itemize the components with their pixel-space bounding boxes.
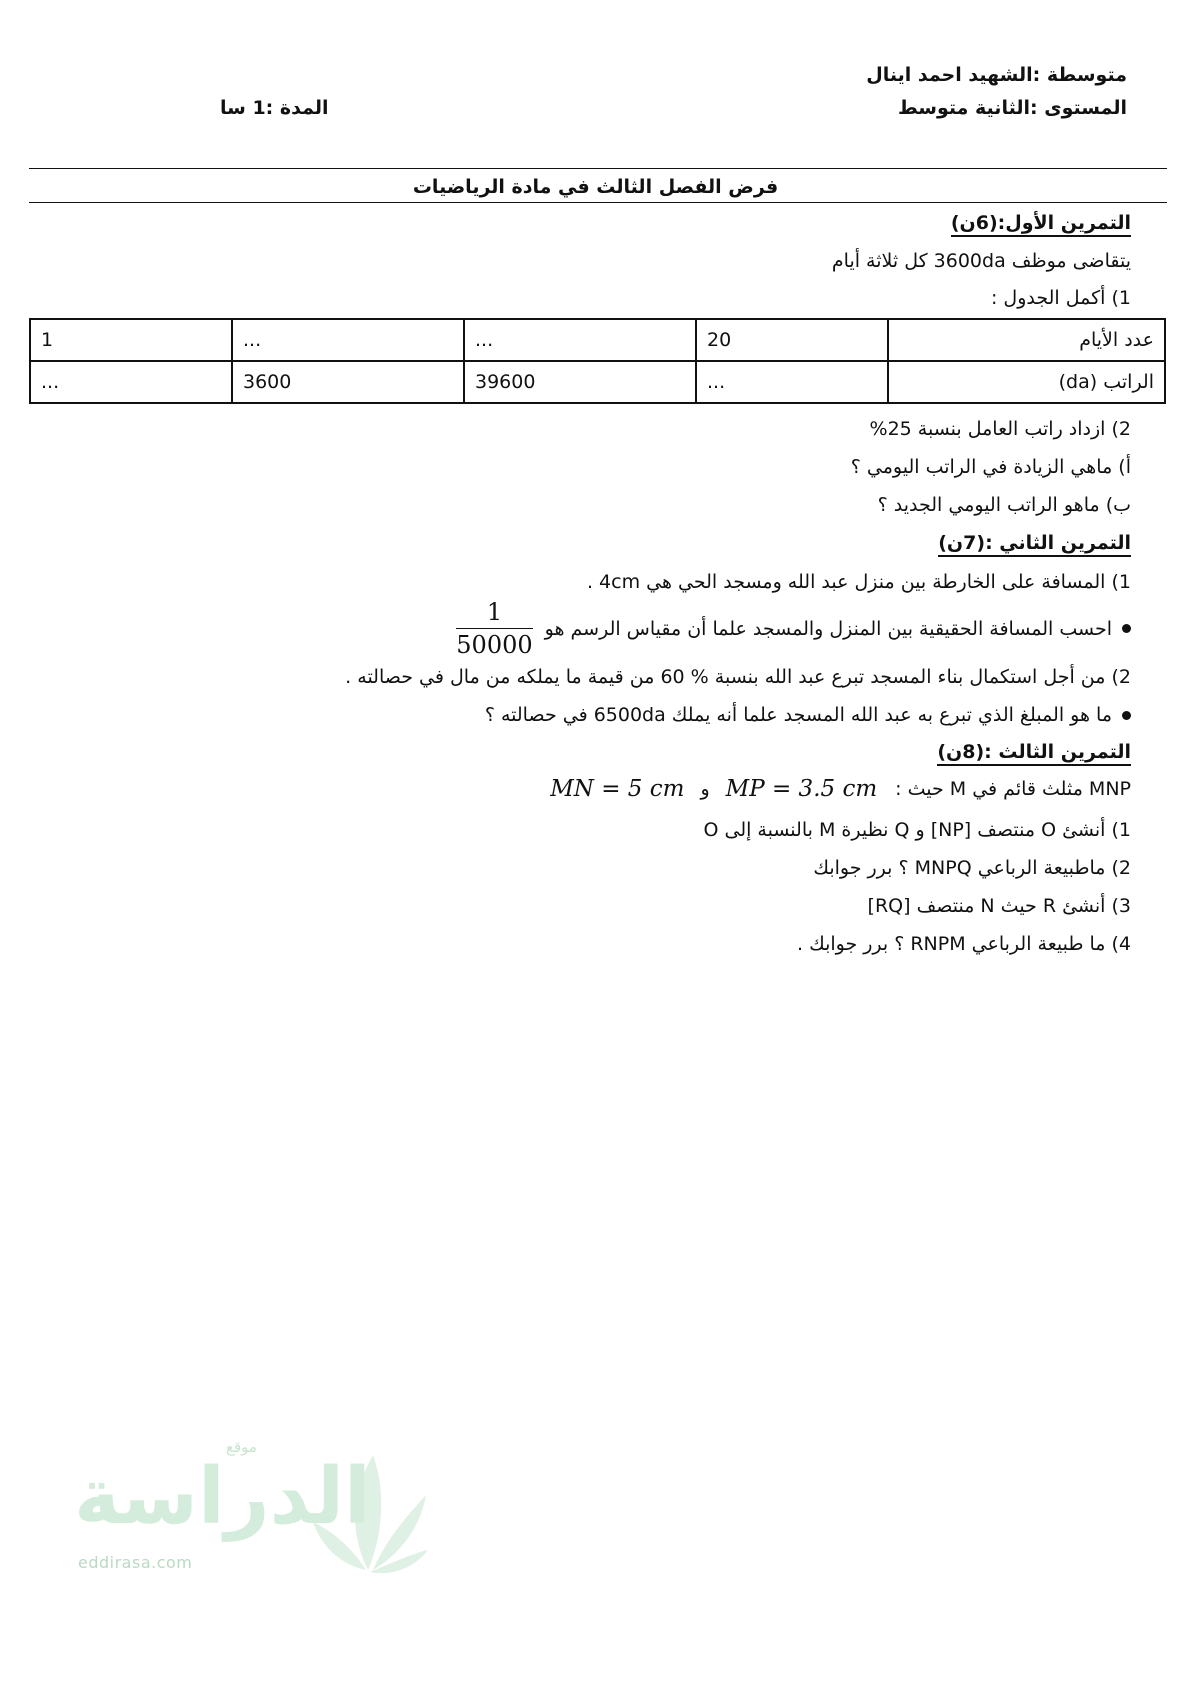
ex2-q1: 1) المسافة على الخارطة بين منزل عبد الله ومسجد الحي هي 4cm . xyxy=(586,571,1131,593)
fraction-denominator: 50000 xyxy=(456,631,533,659)
ex2-q2: 2) من أجل استكمال بناء المسجد تبرع عبد الله بنسبة % 60 من قيمة ما يملكه من مال في حصالته . xyxy=(345,666,1131,688)
duration: المدة :1 سا xyxy=(220,97,329,119)
scale-fraction xyxy=(456,598,532,659)
ex2-bullet1-text: احسب المسافة الحقيقية بين المنزل والمسجد علما أن مقياس الرسم هو xyxy=(544,617,1112,640)
ex3-q3: 3) أنشئ R حيث N منتصف [RQ] xyxy=(867,895,1131,917)
title-rule xyxy=(29,202,1167,203)
table-row xyxy=(30,319,1165,361)
watermark-url: eddirasa.com xyxy=(78,1553,193,1572)
top-rule xyxy=(29,168,1167,169)
ex1-q1: 1) أكمل الجدول : xyxy=(990,287,1131,309)
table-cell: ... xyxy=(30,361,232,403)
proportion-table xyxy=(29,318,1166,404)
watermark-text: الدراسة xyxy=(74,1452,371,1542)
table-cell: ... xyxy=(232,319,464,361)
ex2-bullet1 xyxy=(456,598,1131,659)
ex1-title-wrap xyxy=(951,212,1131,234)
bullet-icon xyxy=(1122,624,1131,633)
ex2-bullet2 xyxy=(485,704,1131,726)
school-name: متوسطة :الشهيد احمد اينال xyxy=(866,64,1127,86)
fraction-numerator: 1 xyxy=(456,598,532,629)
ex1-q2b: ب) ماهو الراتب اليومي الجديد ؟ xyxy=(877,494,1131,516)
table-row xyxy=(30,361,1165,403)
table-row-label: عدد الأيام xyxy=(888,319,1165,361)
math-mn: MN = 5 cm xyxy=(550,776,685,802)
ex3-statement-line xyxy=(550,776,1131,802)
ex2-title-wrap xyxy=(938,532,1131,554)
table-cell: 39600 xyxy=(464,361,696,403)
ex1-q2a: أ) ماهي الزيادة في الراتب اليومي ؟ xyxy=(850,456,1131,478)
ex3-title-wrap xyxy=(937,741,1131,763)
bullet-icon xyxy=(1122,711,1131,720)
table-cell: 1 xyxy=(30,319,232,361)
ex1-q2: 2) ازداد راتب العامل بنسبة 25% xyxy=(869,418,1131,440)
watermark-small: موقع xyxy=(226,1438,257,1456)
ex3-q4: 4) ما طبيعة الرباعي RNPM ؟ برر جوابك . xyxy=(796,933,1131,955)
table-cell: ... xyxy=(464,319,696,361)
ex2-bullet2-text: ما هو المبلغ الذي تبرع به عبد الله المسجد علما أنه يملك 6500da في حصالته ؟ xyxy=(484,704,1112,726)
level: المستوى :الثانية متوسط xyxy=(897,97,1127,119)
table-cell: 3600 xyxy=(232,361,464,403)
table-cell: 20 xyxy=(696,319,888,361)
ex3-q1: 1) أنشئ O منتصف [NP] و Q نظيرة M بالنسبة إلى O xyxy=(703,819,1131,841)
ex3-statement: MNP مثلث قائم في M حيث : xyxy=(895,778,1131,800)
ex2-title: التمرين الثاني :(7ن) xyxy=(938,532,1131,557)
ex3-q2: 2) ماطبيعة الرباعي MNPQ ؟ برر جوابك xyxy=(813,857,1131,879)
exam-title: فرض الفصل الثالث في مادة الرياضيات xyxy=(412,176,779,198)
ex1-statement: يتقاضى موظف 3600da كل ثلاثة أيام xyxy=(831,250,1131,272)
math-mp: MP = 3.5 cm xyxy=(725,776,878,802)
ex1-title: التمرين الأول:(6ن) xyxy=(951,212,1131,237)
table-cell: ... xyxy=(696,361,888,403)
table-row-label: الراتب (da) xyxy=(888,361,1165,403)
conjunction: و xyxy=(700,778,710,800)
ex3-title: التمرين الثالث :(8ن) xyxy=(937,741,1131,766)
